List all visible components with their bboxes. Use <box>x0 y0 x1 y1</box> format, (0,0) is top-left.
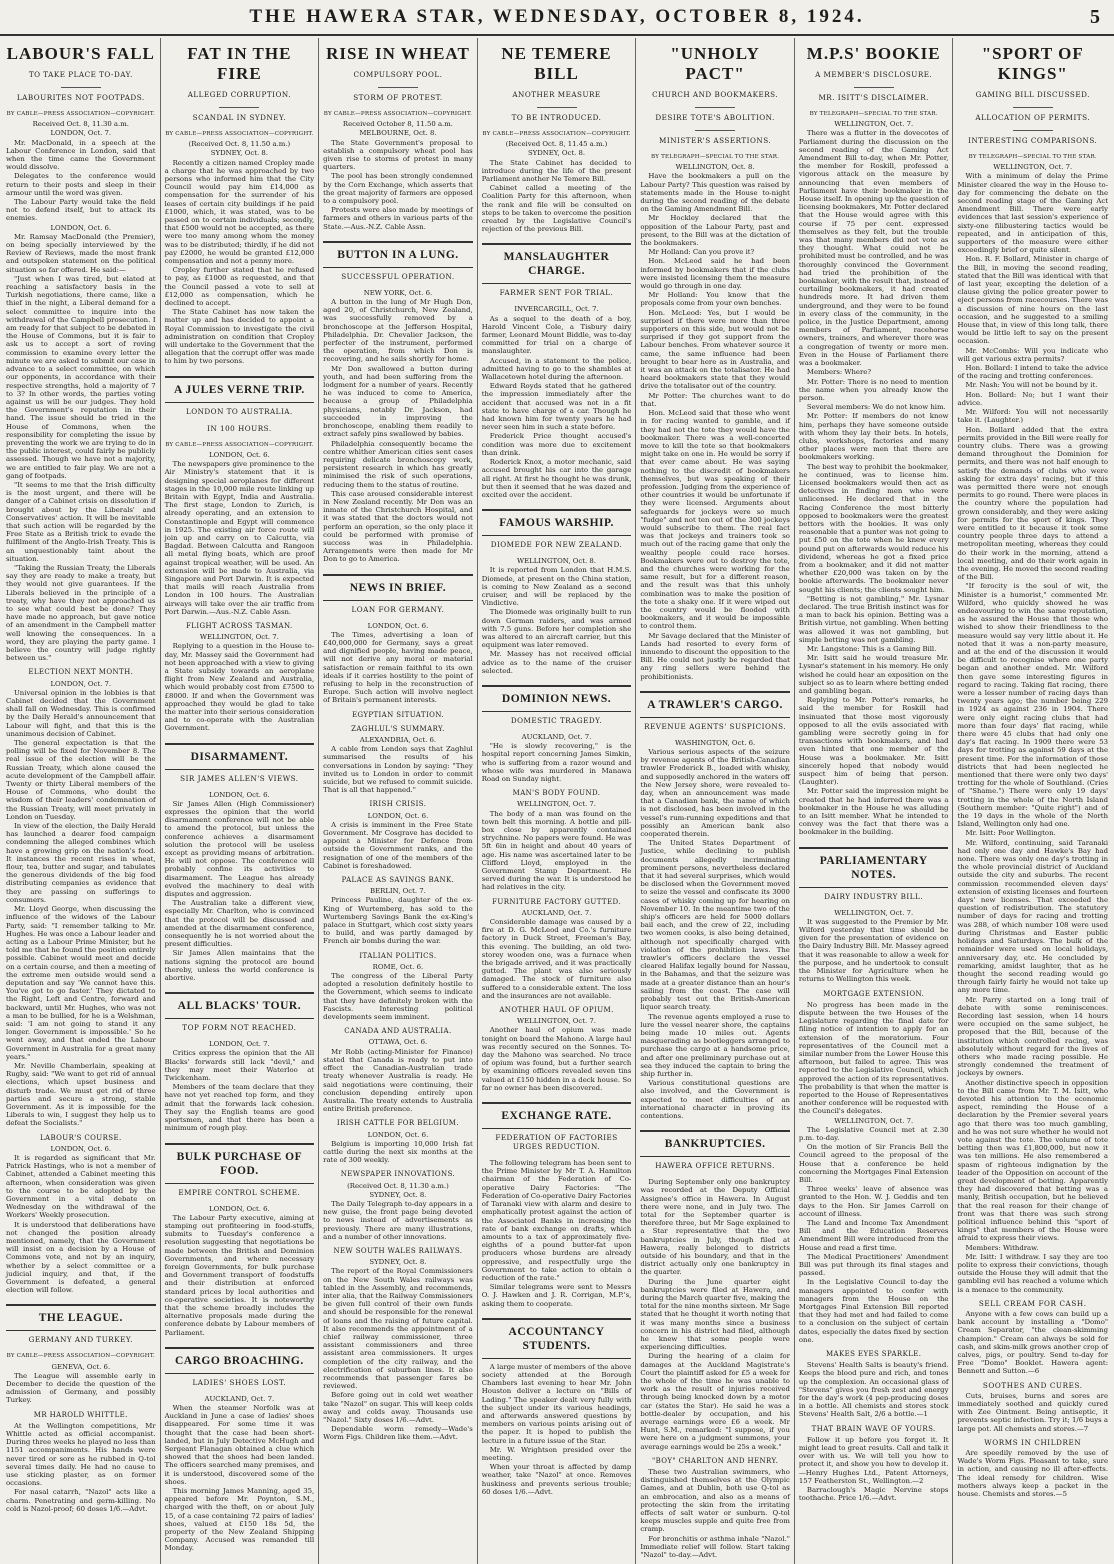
dateline: WELLINGTON, Oct. 7. <box>993 163 1073 172</box>
headline-manslaughter-charge: MANSLAUGHTER CHARGE. <box>503 251 610 278</box>
headline-rise-in-wheat: RISE IN WHEAT <box>326 44 470 63</box>
paragraph: A cable from London says that Zaghlul summarised the results of his conversations in London by saying: "They invited us to London in order to commit suicide, but we refused to commit suicide. That is all that happened." <box>323 745 473 795</box>
paragraph: At the Wellington competitions, Mr Whittle acted as official accompanist. During three weeks he played no less than 1151 accompaniments. His hands were never tired or sore as he rubbed in Q-tol several times daily. He had no cause to use sticking plaster, as on former occasions. <box>6 1421 156 1488</box>
dateline: AUCKLAND, Oct. 7. <box>521 732 592 741</box>
paragraph: Members of the team declare that they have not yet reached top form, and they admit that the forwards lack cohesion. They say the English teams are good sportsmen, and that there has been a minimum of rough play. <box>164 1083 315 1133</box>
boxed-heading <box>165 743 315 770</box>
paragraph: Mr. Potter said the impression might be created that he had inferred there was a bookmaker in the House he was alluding to an Isitt member. What he intended to convey was the fact that there was a bookmaker in the building. <box>798 787 949 837</box>
paragraph: Philadelphia consequently became the centre whither American cities sent cases requiring delicate bronchoscopy work, persistent research in which has greatly minimised the risk of such operations, reducing them to the status of routine. <box>323 439 473 489</box>
headline-news-in-brief: NEWS IN BRIEF. <box>349 581 447 594</box>
paragraph: Mr Don swallowed a button during youth, and had been suffering from the lodgment for a number of years. Recently he was induced to come to America, because a group of Philadelphia physicians, notably Dr. Jackson, had succeeded in improving the bronchoscope, enabling them readily to extract safely pins swallowed by babies. <box>323 364 473 439</box>
paragraph: During September only one bankruptcy was recorded at the Deputy Official Assignee's office in Hawera. In August there were none, and in July two. The total for the September quarter is therefore three, but Mr Sage explained to a Star representative that the two bankruptcies in July, though filed at Hawera, really belonged to districts outside of his boundary, and that in the district actually only one bankruptcy in the quarter. <box>640 1178 790 1277</box>
subhead: STORM OF PROTEST. <box>353 93 443 102</box>
subhead: DAIRY INDUSTRY BILL. <box>824 891 924 901</box>
dateline: NEW YORK, Oct. 6. <box>363 288 433 297</box>
headline-button-in-a-lung: BUTTON IN A LUNG. <box>337 248 459 261</box>
subhead: SUCCESSFUL OPERATION. <box>341 271 455 281</box>
paragraph: Hon. R. F. Bollard, Minister in charge of the Bill, in moving the second reading, stated that the Bill was identical with that of last year, excepting the deletion of a clause giving the police greater power to eject persons from racecourses. There was a discussion of nine hours on the last occasion, and he suggested to a smiling House that, in view of this long talk, there would be little left to say on the present occasion. <box>957 255 1109 346</box>
paragraph: When your throat is affected by damp weather, take "Nazol" at once. Removes huskiness and prevents serious trouble; 60 doses 1/6.—Advt. <box>481 1463 632 1496</box>
paragraph: Hon. Bollard added that the extra permits provided in the Bill were really for country clubs. There was a growing demand throughout the Dominion for permits, and there was not half enough to satisfy the demands of clubs who were asking for extra days' racing, but if this was permitted there were not enough permits to go round. There were places in the country where the population had grown considerably, and they were asking for permits for the sport of kings. They were entitled to it because it took some country people three days to attend a metropolitan meeting, whereas they could do their work in the morning, attend a local meeting, and do their work again in the evening. He moved the second reading of the Bill. <box>957 425 1109 582</box>
paragraph: In view of the election, the Daily Herald has launched a dearer food campaign condemning the alleged combines which have a growing grip on the nation's food. It instances the recent rises in wheat, flour, tea, butter and sugar, and tabulates the generous dividends of the big food distributing companies as evidence that they are passing on sufferings to consumers. <box>6 822 156 904</box>
subhead: COMPULSORY POOL. <box>353 70 443 79</box>
subhead: DESIRE TOTE'S ABOLITION. <box>655 113 775 122</box>
paragraph: Cabinet called a meeting of the Coalition Party for this afternoon, when the rank and file will be consulted on steps to be taken to overcome the position created by the Legislative Council's rejection of the previous Bill. <box>481 184 632 234</box>
section-heading: IRISH CATTLE FOR BELGIUM. <box>336 1119 459 1128</box>
paragraph: Mr. Langstone: This is a Gaming Bill. <box>806 645 937 653</box>
paragraph: It is regarded as significant that Mr. Patrick Hastings, who is not a member of Cabinet, attended a Cabinet meeting this afternoon, when consideration was given to the course to be adopted by the Government in a vital debate on Wednesday on the withdrawal of the Workers' Weekly prosecution. <box>6 1153 156 1220</box>
headline-parliamentary-notes: PARLIAMENTARY NOTES. <box>819 854 928 881</box>
boxed-heading <box>482 509 632 536</box>
paragraph: On the motion of Sir Francis Bell the Council agreed to the proposal of the House that a conference be held concerning the Mortgages Final Extension Bill. <box>798 1143 949 1184</box>
section-heading: PALACE AS SAVINGS BANK. <box>341 876 455 885</box>
headline-ne-temere-bill: NE TEMERE BILL <box>501 44 612 83</box>
dateline: AUCKLAND, Oct. 7. <box>204 1394 275 1403</box>
paragraph: Mr. Ramsay MacDonald (the Premier), on being specially interviewed by the Review of Reviews, made the most frank and outspoken statement on the political situation so far offered. He said:— <box>6 232 156 274</box>
paragraph: Replying to Mr. Potter's remarks, he said the member for Roskill had insinuated that those most vigorously opposed to all the evils associated with gambling were secretly going in for transactions with bookmakers, and had even hinted that one member of the House was a bookmaker. Mr. Isitt sincerely hoped that nobody would suspect him of being that person. (Laughter). <box>798 696 949 787</box>
subhead: IN 100 HOURS. <box>207 423 272 433</box>
paragraph: During the June quarter eight bankruptcies were filed at Hawera, and during the March quarter five, making the total for the nine months sixteen. Mr Sage stated that he thought it worth noting that it was many months since a business concern in his district had filed, although he knew that some people were experiencing difficulties. <box>640 1277 790 1352</box>
boxed-heading <box>482 1318 632 1359</box>
paragraph: Hon. McLeod said that those who went in for racing wanted to gamble, and if they had not the tote they would have the bookmaker. There was a well-concerted move to kill the tote so that bookmakers might take on one in. He would be sorry if that ever came about. He was saying nothing to the discredit of bookmakers themselves, but was speaking of their profession. Judging from the experience of other countries it would be unfortunate if they were licensed. Arguments about safeguards for jockeys were so much "fudge" and not ten out of the 300 jockeys would subscribe to them. The real fact was that jockeys and trainers took so much out of the racing game that only the wealthy people could race horses. Bookmakers were out to destroy the tote, and the churches were working for the same result, but for a different reason, and the result was that this unholy combination was to make the position of the tote a shaky one. If it were wiped out the country would be flooded with bookmakers, and it would be impossible to control them. <box>640 409 790 631</box>
dateline: LONDON, Oct. 7. <box>50 129 112 138</box>
section-heading: MORTGAGE EXTENSION. <box>823 989 925 998</box>
section-heading: EGYPTIAN SITUATION. <box>351 710 444 719</box>
paragraph: Various serious aspects of the seizure by revenue agents of the British-Canadian trawler Frederick B., loaded with whisky, and supposedly anchored in the waters off the New Jersey shore, were revealed to-day, when an announcement was made that a Canadian bank, the name of which is not disclosed, has been involved in the vessel's rum-running expeditions and that possibly an American bank also cooperated therein. <box>640 748 790 839</box>
paragraph: "Betting is not gambling," Mr. Lysnar declared. The true British instinct was for a man to back his opinion. Betting was a British virtue, not gambling. When betting was allowed it was not gambling, but simple betting was not gambling. <box>798 594 949 644</box>
received-line: (Received Oct. 8, 11.50 a.m.) <box>188 140 291 149</box>
dateline: ROME, Oct. 6. <box>372 962 424 971</box>
paragraph: The State Cabinet has decided to introduce during the life of the present Parliament another Ne Temere Bill. <box>481 158 632 184</box>
subhead: SIR JAMES ALLEN'S VIEWS. <box>180 773 299 783</box>
paragraph: Mr Holland: You know that the proposals come from your own benches. <box>640 291 790 308</box>
paragraph: Belgium is importing 10,000 Irish fat cattle during the next six months at the rate of 300 weekly. <box>323 1139 473 1165</box>
subhead: FEDERATION OF FACTORIES URGES REDUCTION. <box>495 1133 618 1152</box>
credit-line: BY TELEGRAPH—SPECIAL TO THE STAR. <box>968 154 1097 160</box>
paragraph: The congress of the Liberal Party adopted a resolution definitely hostile to the Government, which seems to indicate that they have definitely broken with the Fascists. Interesting political developments seem imminent. <box>323 972 473 1022</box>
section-heading: MAKES EYES SPARKLE. <box>825 1350 922 1359</box>
paragraph: The body of a man was found on the town belt this morning. A bottle and pill-box close by apparently contained strychnine. No papers were found. He was 5ft 6in in height and about 40 years of age. His name was ascertained later to be Clifford Lloyd, employed in the Government Stamp Department. He served during the war. It is understood he had relatives in the city. <box>481 809 632 892</box>
paragraph: Three weeks' leave of absence was granted to the Hon. W. J. Geddis and ten days to the Hon. Sir James Carroll on account of illness. <box>798 1185 949 1218</box>
paragraph: Sir James Allen maintains that the nations signing the protocol are bound thereby, unless the world conference is abortive. <box>164 949 315 983</box>
section-heading: MAN'S BODY FOUND. <box>512 789 601 798</box>
credit-line: BY CABLE—PRESS ASSOCIATION—COPYRIGHT. <box>6 1353 155 1360</box>
subhead: DOMESTIC TRAGEDY. <box>510 715 603 725</box>
masthead <box>0 0 1114 36</box>
subhead: TOP FORM NOT REACHED. <box>182 1023 297 1033</box>
paragraph: The report of the Royal Commissioners on the New South Wales railways was tabled in the Assembly, and recommends, inter alia, that the Railway Commissioners be given full control of their own funds and should be responsible for the renewal of loans and the raising of future capital. It also recommends the appointment of a chief railway commissioner, three assistant commissioners and three assistant area commissioners. It urges completion of the city railway, and the electrification of suburban lines. It also recommends that passenger fares be reviewed. <box>323 1267 473 1391</box>
paragraph: It was suggested to the Premier by Mr. Wilford yesterday that time should be given for the presentation of evidence on the Dairy Industry Bill. Mr. Massey agreed that it was reasonable to allow a week for the purpose, and he undertook to consult the Minister for Agriculture when he returns to Wellington this week. <box>798 917 949 984</box>
headline-bulk-purchase: BULK PURCHASE OF FOOD. <box>176 1150 303 1177</box>
paragraph: "He is slowly recovering," is the hospital report concerning James Simkin, who is suffering from a razor wound and whose wife was murdered in Manawa Road on Sunday night. <box>481 742 632 783</box>
boxed-heading <box>165 992 315 1019</box>
ad-title: SELL CREAM FOR CASH. <box>978 1298 1087 1308</box>
paragraph: For bronchitis or asthma inhale "Nazol." Immediate relief will follow. Start taking "Nazol" to-day.—Advt. <box>640 1534 790 1560</box>
subhead: LONDON TO AUSTRALIA. <box>185 406 293 416</box>
dateline: INVERCARGILL, Oct. 7. <box>514 305 599 314</box>
paragraph: Delegates to the conference would return to their posts and sleep in their armour until the word was given. <box>6 172 156 197</box>
paragraph: Mr. Massey has not received official advice as to the name of the cruiser selected. <box>481 650 632 675</box>
section-heading: IRISH CRISIS. <box>369 800 427 809</box>
divider <box>537 107 577 108</box>
paragraph: Mr Hockley declared that the opposition of the Labour Party, past and present, to the Bill was at the dictation of the bookmakers. <box>640 214 790 248</box>
paragraph: Critics express the opinion that the All Blacks' forwards still lack "devil," and they may meet their Waterloo at Twickenham. <box>164 1049 315 1083</box>
dateline: LONDON, Oct. 6. <box>50 1144 112 1153</box>
boxed-heading <box>165 376 315 403</box>
divider <box>61 87 101 88</box>
advertisement <box>957 1439 1108 1498</box>
paragraph: Mr. Wilford, continuing, said Taranaki had only one day and Hawke's Bay had none. There was only one day's trotting in the whole provincial district of Auckland outside the city and suburbs. The recent commission recommended eleven days' extension of existing licenses and fourteen days' new licenses. That exceeded the question of redistribution. The statutory number of days for racing and trotting was 288, of which number 108 were used during Christmas and Easter public holidays and Saturdays. The bulk of the remainder were used on local holidays, anniversary day, etc. He concluded by remarking, amidst laughter, that as he thought the second reading would go through fairly fairly he would not take up any more time. <box>957 838 1109 995</box>
section-heading: THAT BRAIN WAVE OF YOURS. <box>811 1424 936 1433</box>
paragraph: Replying to a question in the House to-day, Mr. Massey said the Government had not been approached with a view to giving a State subsidy towards an aeroplane flight from New Zealand and Australia, which would probably cost from £7500 to £8000. If and when the Government was approached they would be glad to take the matter into their serious consideration and to co-operate with the Australian Government. <box>164 642 315 733</box>
ad-title: WORMS IN CHILDREN <box>984 1437 1082 1447</box>
dateline: LONDON, Oct. 6. <box>209 450 270 459</box>
column-3 <box>319 38 478 1564</box>
credit-line: BY CABLE—PRESS ASSOCIATION—COPYRIGHT. <box>6 111 155 117</box>
paragraph: Mr. Neville Chamberlain, speaking at Rugby, said: "We want to get rid of annual elections, which upset business and disturb trade. We must get rid of three parties and secure a strong, stable Government. As it is impossible for the Liberals to win, I suggest they help us to defeat the Socialists." <box>6 1061 156 1128</box>
paragraph: Hon. McLeod said he had been informed by bookmakers that if the clubs were insisted licensing them the measure would go through in one day. <box>640 257 790 291</box>
paragraph: Several members: We do not know him. <box>806 403 946 412</box>
paragraph: Mr Robb (acting-Minister for Finance) stated that Canada is ready to put into effect the Canadian-Australian trade treaty whenever Australia is ready. He said negotiations were continuing, their conclusion depending entirely upon Australia. The treaty extends to Australia entire British preference. <box>323 1047 473 1114</box>
headline-accountancy-students: ACCOUNTANCY STUDENTS. <box>508 1325 605 1352</box>
paragraph: Mr Holland: Can you prove it? <box>648 248 755 257</box>
dateline: LONDON, Oct. 6. <box>367 811 429 820</box>
paragraph: Mr. Isitt said he would treasure Mr. Lysnar's statement in his memory. He only wished he could hear an exposition on the subject so as to learn where betting ended and gambling began. <box>798 654 949 696</box>
section-heading: NEWSPAPER INNOVATIONS. <box>340 1170 456 1179</box>
subhead: ALLOCATION OF PERMITS. <box>975 113 1091 122</box>
paragraph: Mr. W. Wrightson presided over the meeting. <box>481 1445 632 1462</box>
paragraph: Hon. Bollard: No; but I want their advice. <box>957 390 1109 407</box>
section-heading: FLIGHT ACROSS TASMAN. <box>186 621 293 630</box>
headline-disarmament: DISARMAMENT. <box>190 750 289 763</box>
paragraph: Mr. Parry started on a long trail of debate with some reminiscences. Recording last session, when 14 hours were occupied on the same subject, he proposed that the Bill, because of the institution which controlled racing, was absolutely without regard for the lives of others who made racing possible. He strongly condemned the treatment of jockeys by owners. <box>957 995 1109 1078</box>
paragraph: Mr. Potter: If members do not know him, perhaps they have someone outside with whom they lay their bets. In hotels, clubs, workshops, factories and many other places were men that there are bookmakers working. <box>798 412 949 462</box>
section-heading: ZAGHLUL'S SUMMARY. <box>351 724 445 733</box>
paragraph: A crisis is imminent in the Free State Government. Mr Cosgrave has decided to appoint a Minister for Defence from outside the Government ranks, and the resignation of one of the members of the Cabinet is foreshadowed. <box>323 820 473 870</box>
paragraph: No progress has been made in the dispute between the two Houses of the Legislature regarding the final date for filing notice of intention to apply for an extension of the moratorium. Four representatives of the Council met a similar number from the Lower House this afternoon, but failed to agree. This was reported to the Legislative Council, which approved the action of its representatives. The probability is that when the matter is reported to the House of Representatives another conference will be requested with the Council's delegates. <box>798 1000 949 1116</box>
subhead: LABOURITES NOT FOOTPADS. <box>16 93 145 102</box>
boxed-heading <box>640 691 790 718</box>
headline-dominion-news: DOMINION NEWS. <box>501 692 612 705</box>
subhead: EMPIRE CONTROL SCHEME. <box>178 1187 301 1197</box>
dateline: LONDON, Oct. 7. <box>50 679 112 688</box>
headline-unholy-pact: "UNHOLY PACT" <box>670 44 760 83</box>
paragraph: Follow it up before you forget it. It might lead to great results. Call and talk it over with us. We will tell you how to protect it, and show you how to develop it.—Henry Hughes Ltd., Patent Attorneys, 157 Featherston St., Wellington.—2 <box>798 1435 949 1485</box>
paragraph: The Labour Party executive, aiming at stamping out profiteering in food-stuffs, submits to Tuesday's conference a resolution suggesting that negotiations be made between the British and Dominion Governments, and where necessary foreign Governments, for bulk purchase and Government transport of foodstuffs and their distribution at enforced standard prices by local authorities and co-operative societies. It is noteworthy that the scheme broadly includes the alternative proposals made during the conference debate by Labour members of Parliament. <box>164 1213 315 1337</box>
columns <box>0 36 1114 1564</box>
paragraph: Edward Royds stated that he gathered the impression immediately after the accident that accused was not in a fit state to have charge of a car. Though he had known him for twenty years he had never seen him in such a state before. <box>481 382 632 432</box>
boxed-heading <box>640 1130 790 1157</box>
paragraph: "Just when I was tired, but elated at reaching a satisfactory basis in the Turkish negotiations, there came, like a thief in the night, a Liberal demand for a select committee to inquire into the withdrawal of the Campbell prosecution. I am ready for that subject to be debated in the House of Commons, but it is fair to ask us to accept a sort of roving commission to examine every letter the minute we are asked to submit our case in advance to a select committee, on which our opponents, in accordance with their respective strengths, hold a majority of 7 to 3? In other words, the parties voting against us will be our judges. They hold the Government's reputation in their hand. The issue should be tried in the House of Commons, when the responsibility for completing the issue by preventing the work we are trying to do in the public interest, could fairly be publicly assessed. Though we have not a majority, we are entitled to fair play. We are not a gang of footpads. <box>6 274 156 480</box>
ad-body: Cuts, bruises, burns and sores are immediately soothed and quickly cured with Zee Ointment. Being antiseptic, it prevents septic infection. Try it; 1/6 buys a large pot. All chemists and stores.—7 <box>957 1391 1109 1433</box>
paragraph: Mr. MacDonald, in a speech at the Labour Conference in London, said that when the time came the Government would dissolve. <box>6 138 156 172</box>
paragraph: Protests were also made by meetings of farmers and others in various parts of the State.—Aus.-N.Z. Cable Assn. <box>323 206 473 231</box>
dateline: SYDNEY, Oct. 8. <box>369 1258 427 1267</box>
paragraph: The Times, advertising a loan of £40,000,000 for Germany, says a great and dignified people, having made peace, will not derive any moral or material satisfaction or remain faithful to its own ideals if it carries hostility to the point of refusing to help in the reconstruction of Europe. Such action will involve neglect of Britain's permanent interests. <box>323 630 473 705</box>
paragraph: Recently a citizen named Cropley made a charge that he was approached by two persons who informed him that the City Council would pay him £14,000 as compensation for the surrender of his leases of certain city buildings if he paid £1000, which, it was stated, was to be passed on to certain individuals; secondly, that £500 would not be accepted, as there were too many among whom the money was to be distributed; thirdly, if he did not pay £2000, he would be granted £12,000 compensation and not a penny more. <box>164 158 315 266</box>
boxed-heading <box>323 574 473 601</box>
dateline: LONDON, Oct. 6. <box>50 223 112 232</box>
boxed-heading <box>482 685 632 712</box>
subhead: LOAN FOR GERMANY. <box>351 604 445 614</box>
credit-line: BY CABLE—PRESS ASSOCIATION—COPYRIGHT. <box>165 131 314 137</box>
paragraph: With a minimum of delay the Prime Minister cleared the way in the House to-day for commencing the debate on the second reading stage of the Gaming Act Amendment Bill. There were early evidences that last session's experience of sixty-one filibustering tactics would be repeated, and in anticipation of this, supporters of the measure were either exceedingly brief or quite silent. <box>957 172 1109 255</box>
paragraph: It is reported from London that H.M.S. Diomede, at present on the China station, is coming to New Zealand as a second cruiser, and will be replaced by the Vindictive. <box>481 566 632 608</box>
credit-line: BY CABLE—PRESS ASSOCIATION—COPYRIGHT. <box>482 131 631 137</box>
paragraph: Similar telegrams were sent to Messrs O. J. Hawken and J. R. Corrigan, M.P.'s, asking them to cooperate. <box>481 1283 632 1308</box>
paragraph: Mr. Nash: You will not be bound by it. <box>965 381 1098 390</box>
paragraph: "If ferocity is the soul of wit, the Minister is a humorist," commented Mr. Wilford, who quickly showed he was endeavouring to win the same reputation, as he assured the House that those who wished to show their friendliness to the measure would say very little about it. He noted that it was a non-party measure, and at the end of the discussion it would be difficult to recognise where one party began and another ended. Mr. Wilford then gave some interesting figures in regard to racing. Taking flat racing, there were a lesser number of racing days than twenty years ago; the number being 229 in 1924 as against 236 in 1904. There were only eight racing clubs that had more than four days' flat racing, while there were 45 clubs that had only one day's flat racing. In 1909 there were 53 days for trotting as against 59 days at the present time. For the information of those districts that had been neglected he mentioned that there were only two days' trotting for the whole of Southland. (Cries of "Shame.") There were only 19 days' trotting in the whole of the North Island (Southern member: "Quite right") and of the 19 days in the whole of the North Island, Wellington only had one. <box>957 582 1109 829</box>
page-number: 5 <box>1090 6 1100 28</box>
divider <box>219 107 259 108</box>
credit-line: BY CABLE—PRESS ASSOCIATION—COPYRIGHT. <box>323 111 473 117</box>
paragraph: The Medical Practitioners' Amendment Bill was put through its final stages and passed. <box>798 1252 949 1278</box>
paragraph: Cropley further stated that he refused to pay, as £1000 as requested, and that the Council passed a vote to sell at £12,000 as compensation, which he declined to accept. <box>164 266 315 308</box>
paragraph: Mr. Wilford: You will not necessarily take it. (Laughter.) <box>957 408 1109 425</box>
column-2 <box>161 38 320 1564</box>
headline-jules-verne-trip: A JULES VERNE TRIP. <box>174 383 305 396</box>
paragraph: Mr. Isitt: Poor Wellington. <box>965 829 1056 838</box>
section-heading: NEW SOUTH WALES RAILWAYS. <box>333 1246 463 1255</box>
paragraph: During the hearing of a claim for damages at the Auckland Magistrate's Court the plaintiff asked for £5 a week for the whole of the time he was unable to work as the result of injuries received through being knocked down by a motor car (states the Star). He said he was a bottle-dealer by occupation, and his average earnings were £6 a week. Mr Hunt, S.M., remarked: "I suppose, if you were here on a judgment summons, your average earnings would be 25s a week." <box>640 1352 790 1451</box>
paragraph: Another distinctive speech in opposition to the Bill came from Mr. T. M. Isitt, who devoted his attention to the economic aspect, reminding the House of a declaration by the Premier several years ago that there was too much gambling, and he was not sure whether he would not vote against the tote. The volume of tote betting then was £1,800,000, but now it was ten millions. He also remembered a spasm of righteous indignation by the leader of the Opposition on account of the great development of betting. Apparently they had discovered that betting was a manly, British occupation, but he believed that the real reason for their change of front was that there was such strong political influence behind this "sport of kings" that members of the House were afraid to express their views. <box>957 1078 1109 1243</box>
divider <box>1013 107 1053 108</box>
paragraph: Various constitutional questions are also involved, and the Government is expected to meet difficulties of an international character in proving its contentions. <box>640 1079 790 1120</box>
dateline: LONDON, Oct. 6. <box>209 790 270 799</box>
ad-title: SOOTHES AND CURES. <box>982 1380 1083 1390</box>
dateline: LONDON, Oct. 6. <box>209 1204 270 1213</box>
paragraph: The Australian take a different view, especially Mr. Charlton, who is convinced that the protocol will be discussed and amended at the disarmament conference, consequently he is not worried about the present difficulties. <box>164 899 315 949</box>
headline-exchange-rate: EXCHANGE RATE. <box>501 1110 612 1123</box>
paragraph: Universal opinion in the lobbies is that Cabinet decided that the Government shall fall on Wednesday. This is confirmed by the Daily Herald's announcement that Labour will fight, and that this is the unanimous decision of Cabinet. <box>6 688 156 738</box>
paragraph: As a sequel to the death of a boy, Harold Vincent Cole, a Tisbury dairy farmer, Leonard Mount Biddle, was to-day committed for trial on a charge of manslaughter. <box>481 314 632 356</box>
boxed-heading <box>799 847 949 888</box>
subhead: CHURCH AND BOOKMAKERS. <box>652 90 779 99</box>
column-4 <box>478 38 637 1564</box>
headline-famous-warship: FAMOUS WARSHIP. <box>499 517 614 530</box>
paragraph: The Legislative Council met at 2.30 p.m. to-day. <box>798 1125 949 1142</box>
paragraph: This case aroused considerable interest in New Zealand recently. Mr Don was an inmate of the Christchurch Hospital, and it was stated that the doctors would not perform an operation, so the only place it could be performed with promise of success was in Philadelphia. Arrangements were then made for Mr Don to go to America. <box>323 489 473 564</box>
section-heading: ELECTION NEXT MONTH. <box>28 668 134 677</box>
dateline: BERLIN, Oct. 7. <box>370 887 426 896</box>
headline-all-blacks-tour: ALL BLACKS' TOUR. <box>177 1000 302 1013</box>
paragraph: The following telegram has been sent to the Prime Minister by Mr T. A. Hamilton chairman of the Federation of Co-operative Dairy Factories: "The Federation of Co-operative Dairy Factories of Taranaki view with alarm and desire to emphatically protest against the action of the Associated Banks in increasing the rate of bank exchange on drafts, which amounts to a tax of approximately five-eighths of a pound butter-fat upon producers whose burdens are already oppressive, and respectfully urge the Government to take action to obtain a reduction of the rate." <box>481 1159 632 1282</box>
paragraph: For nasal catarrh, "Nazol" acts like a charm. Penetrating and germ-killing. No cold is Nazol-proof; 60 doses 1/6.—Advt. <box>6 1488 156 1513</box>
paragraph: A large muster of members of the above society attended at the Borough Chambers last evening to hear Mr. John Houston deliver a lecture on "Bills of Lading." The speaker dealt very fully with the subject under its various headings, and afterwards answered questions by members on various points arising out of the paper. It is hoped to publish the lecture in a future issue of the Star. <box>481 1362 632 1445</box>
section-heading: CANADA AND AUSTRALIA. <box>344 1027 452 1036</box>
subhead: GERMANY AND TURKEY. <box>28 1335 133 1345</box>
credit-line: BY TELEGRAPH—SPECIAL TO THE STAR. <box>809 111 938 117</box>
masthead-title: THE HAWERA STAR, WEDNESDAY, OCTOBER 8, 1924. <box>249 6 865 27</box>
section-heading: ITALIAN POLITICS. <box>359 951 437 960</box>
paragraph: When the steamer Norfolk was at Auckland in June a case of ladies' shoes disappeared. For some time it was thought that the case had been short-landed, but in July Detective McHugh and Sergeant Flanagan obtained a clue which showed that the shoes had been landed. The officers searched many premises, and it is understood, discovered some of the shoes. <box>164 1403 315 1486</box>
paragraph: Mr. Isitt: I withdraw. I say they are too polite to express their convictions, though outside the House they will admit that the gambling evil has reached a volume which is a menace to the community. <box>957 1252 1109 1294</box>
dateline: SYDNEY, Oct. 8. <box>210 149 268 158</box>
paragraph: "It seems to me that the Irish difficulty is the most urgent, and there will be danger of a Cabinet crisis on dissolution if brought about by the Liberals' and Conservatives' action. It will be inevitable that such action will be regarded by the Free State as a British trick to evade the fulfilment of the Anglo-Irish Treaty. This is an unquestionably taint about the situation. <box>6 480 156 563</box>
credit-line: BY CABLE—PRESS ASSOCIATION—COPYRIGHT. <box>165 441 314 448</box>
dateline: WELLINGTON, Oct. 7. <box>517 1017 596 1026</box>
paragraph: It is understood that deliberations have not changed the position already mentioned, namely, that the Government will insist on a decision by a House of Commons vote, and not by an inquiry, whether by a select committee or a judicial inquiry, and that, if the Government is defeated, a general election will follow. <box>6 1220 156 1295</box>
section-heading: FURNITURE FACTORY GUTTED. <box>492 897 621 906</box>
divider <box>695 130 735 131</box>
paragraph: This morning James Manning, aged 35, appeared before Mr. Poynton, S.M., charged with the theft, on or about July 15, of a case containing 72 pairs of ladies' shoes, valued at £150 18s 5d, the property of the New Zealand Shipping Company. Accused was remanded till Monday. <box>164 1486 315 1553</box>
subhead: DIOMEDE FOR NEW ZEALAND. <box>490 540 623 550</box>
dateline: WELLINGTON, Oct. 7. <box>199 633 279 642</box>
subhead: TO BE INTRODUCED. <box>511 113 602 122</box>
paragraph: There was a flutter in the dovecotes of Parliament during the discussion on the second reading of the Gaming Act Amendment Bill to-day, when Mr. Potter, the member for Roskill, professed a vigorous attack on the measure by announcing that even members of Parliament have their bookmaker in the House itself. In opening up the question of licensing bookmakers, Mr. Potter declared that the House would agree with this course if 75 per cent. expressed themselves as they felt, but the trouble was that many members did not vote as they thought. What could not be prohibited must be controlled, and he was thoroughly convinced the Government had tried the prohibition of the bookmaker, with the result that, instead of curtailing bookmakers, it had created hundreds more. It had driven them underground, and they were to be found in every class of the community, in the police, in the Justice Department, among members of Parliament, racehorse owners, trainers, and wherever there was a congregation of twenty or more men. Even in the House of Parliament there was a bookmaker. <box>798 129 949 368</box>
dateline: WELLINGTON, Oct. 8. <box>517 557 596 566</box>
dateline: WASHINGTON, Oct. 6. <box>675 738 756 747</box>
subhead: MINISTER'S ASSERTIONS. <box>659 136 772 145</box>
paragraph: Hon. McLeod: Yes, but I would be surprised if there were more than three supporters on this side, but would not be surprised if they got support from the Labour benches. From whatever source it came, the same influence had been brought to bear here as in Australia, and it was an attack on the totalisator. He had heard bookmakers state that they would drive the totalisator out of the country. <box>640 308 790 391</box>
section-heading: MR HAROLD WHITTLE. <box>33 1410 128 1419</box>
subhead: MR. ISITT'S DISCLAIMER. <box>818 93 929 102</box>
subhead: ANOTHER MEASURE <box>512 90 601 99</box>
headline-fat-in-the-fire: FAT IN THE FIRE <box>187 44 292 83</box>
paragraph: The revenue agents employed a ruse to lure the vessel nearer shore, the captains being made 10 miles out. Agents masquerading as bootleggers arranged to purchase the cargo at a handsome price, and after one preliminary purchase out at sea they induced the captain to bring the ship further in. <box>640 1012 790 1078</box>
headline-sport-of-kings: "SPORT OF KINGS" <box>981 44 1084 83</box>
dateline: SYDNEY, Oct. 8. <box>369 1190 427 1199</box>
paragraph: Roderick Knox, a motor mechanic, said accused brought his car into the garage all right. At first he thought he was drunk, but then it seemed that he was dazed and excited over the accident. <box>481 458 632 499</box>
paragraph: Hon. Bollard: I intend to take the advice of the racing and trotting conferences. <box>957 364 1109 381</box>
dateline: WELLINGTON, Oct. 7. <box>517 800 596 809</box>
advertisement <box>957 1382 1108 1433</box>
paragraph: The Daily Telegraph to-day appears in a new guise, the front page being devoted to news instead of advertisements as previously. There are many illustrations, and a number of other innovations. <box>323 1199 473 1241</box>
paragraph: The State Cabinet has now taken the matter up and has decided to appoint a Royal Commission to investigate the civil administration on condition that Cropley will undertake to the Government that the allegation that the corrupt offer was made to him by two persons. <box>164 308 315 366</box>
boxed-heading <box>482 1102 632 1129</box>
received-line: (Received Oct. 8, 11.45 a.m.) <box>505 140 608 149</box>
paragraph: The League will assemble early in December to decide the question of the admission of Germany, and possibly Turkey. <box>6 1371 156 1405</box>
paragraph: Sir James Allen (High Commissioner) expresses the opinion that the world disarmament conference will not be able to amend the protocol, but unless the conference achieves a disarmament solution the protocol will be useless except as providing means of arbitration. He will not oppose. The conference will probably confine its activities to disarmament. The League has already evolved the machinery to deal with disputes and aggression. <box>164 799 315 899</box>
divider <box>378 87 418 88</box>
divider <box>1013 130 1053 131</box>
headline-mps-bookie: M.P.S' BOOKIE <box>806 44 941 63</box>
paragraph: The United States Department of Justice, while declining to publish documents allegedly incriminating prominent persons, nevertheless declared that it had several surprises, which would be disclosed when the Government moved to seize the vessel and confiscate its 3000 cases of whisky coming up for hearing on November 10. In the meantime two of the ship's officers are held for 5000 dollars bail each, and the crew of 22, including two women cooks, is also being detained, although not specifically charged with violation of the prohibition laws. The trawler's officers declare the vessel cleared Halifax legally bound for Nassau, in the Bahamas, and that the seizure was made at a greater distance than an hour's sailing from the coast. The case will probably test out the British-American liquor search treaty. <box>640 839 790 1012</box>
dateline: LONDON, Oct. 6. <box>367 621 429 630</box>
advertisement <box>957 1300 1108 1376</box>
paragraph: Mr. Lloyd George, when discussing the influence of the widows of the Labour Party, said: "I remember talking to Mr. Hughes. He was once a Labour leader and acting as a Labour Prime Minister, but he told me that he found the position entirely possible. Cabinet would meet and decide on a certain course, and then a meeting of the extreme men outside would send a deputation and say 'We cannot have this. You've got to go faster.' They dictated to the Right, Left and Centre, forward and backward, until Mr. Hughes, who was not a man to be bullied, for he is a Welshman, said: 'I am not going to stand it any longer. Government is impossible.' So he went away, and that ended the Labour Government in Australia for a great many years." <box>6 905 156 1061</box>
headline-labours-fall: LABOUR'S FALL <box>6 44 155 63</box>
boxed-heading <box>165 1347 315 1374</box>
paragraph: Before going out in cold wet weather take "Nazol" on sugar. This will keep colds away and colds away. Thousands use "Nazol." Sixty doses 1/6.—Advt. <box>323 1391 473 1425</box>
paragraph: Mr. McCombs: Will you indicate who will get various extra permits? <box>957 346 1109 363</box>
dateline: AUCKLAND, Oct. 7. <box>521 908 592 917</box>
dateline: WELLINGTON, Oct. 7. <box>834 120 914 129</box>
paragraph: A button in the lung of Mr Hugh Don, aged 20, of Christchurch, New Zealand, was successfully removed by a bronchoscope at the Jefferson Hospital, Philadelphia. Dr. Chevalier Jackson, the perfecter of the instrument, performed the operation, from which Don is recovering, and he sails shortly for home. <box>323 298 473 364</box>
divider <box>854 87 894 88</box>
section-heading: "BOY" CHARLTON AND HENRY. <box>651 1456 779 1465</box>
paragraph: Members: Where? <box>806 368 872 377</box>
paragraph: The Land and Income Tax Amendment Bill and the Education Reserves Amendment Bill were introduced from the House and read a first time. <box>798 1218 949 1252</box>
paragraph: Barraclough's Magic Nervine stops toothache. Price 1/6.—Advt. <box>798 1486 949 1503</box>
paragraph: Dependable worm remedy—Wade's Worm Figs. Children like them.—Advt. <box>323 1425 473 1442</box>
column-7 <box>953 38 1112 1564</box>
ad-body: Anyone with a few cows can build up a bank account by installing a "Domo" Cream Separator, "the clean-skimming champion." Cream can always be sold for cash, and skim-milk grows another crop of calves, pigs, or poultry. Send to-day for Free "Domo" Booklet. Hawera agent: Bennett and Sutton.—6 <box>957 1310 1109 1376</box>
paragraph: The pool has been strongly condemned by the Corn Exchange, which asserts that the great majority of farmers are opposed to a compulsory pool. <box>323 172 473 206</box>
paragraph: In the Legislative Council to-day the managers appointed to confer with managers from the House on the Mortgages Final Extension Bill reported that they had met and had failed to come to a conclusion on the subject of certain dates, especially the dates fixed by section one. <box>798 1278 949 1344</box>
paragraph: The newspapers give prominence to the Air Ministry's statement that it is designing special aeroplanes for different stages in the 10,000 mile route linking up Britain with Egypt, India and Australia. The first stage, London to Zurich, is already operating, and an extension to Constantinople and Egypt will commence in 1925. The existing air force route will join up and carry on to Calcutta, via Bagdad. Between Calcutta and Rangoon all metal flying boats, which are proof against tropical weather, will be used. An extension will be made to Australia, via Singapore and Port Darwin. It is expected that mails will reach Australia from London in 100 hours. The Australian airways will take over the air traffic from Port Darwin.—Aus.-N.Z. Cable Assn. <box>164 460 315 616</box>
paragraph: Frederick Price thought accused's condition was more due to excitement than drink. <box>481 432 632 457</box>
dateline: WELLINGTON, Oct. 7. <box>834 908 914 917</box>
subhead: ALLEGED CORRUPTION. <box>187 90 291 99</box>
paragraph: Considerable damage was caused by a fire at D. G. McLeod and Co.'s furniture factory in Duck Street, Freeman's Bay, this evening. The building, an old two-storey wooden one, was a furnace when the brigade arrived, and it was practically gutted. The plant was also seriously damaged. The stock of furniture also suffered to a considerable extent. The loss and the insurances are not available. <box>481 918 632 1000</box>
subhead: SCANDAL IN SYDNEY. <box>192 113 287 122</box>
dateline: WELLINGTON, Oct. 7. <box>834 1116 914 1125</box>
subhead: INTERESTING COMPARISONS. <box>968 136 1098 145</box>
section-heading: ANOTHER HAUL OF OPIUM. <box>499 1006 614 1015</box>
subhead: A MEMBER'S DISCLOSURE. <box>815 70 933 79</box>
paragraph: The Labour Party would take the field not to defend itself, but to attack its enemies. <box>6 198 156 223</box>
paragraph: Mr Potter: The churches want to do that. <box>640 391 790 408</box>
subhead: TO TAKE PLACE TO-DAY. <box>28 70 133 79</box>
paragraph: "Taking the Russian Treaty, the Liberals say they are ready to make a treaty, but they would not give guarantees. If the Liberals believed in the principle of a treaty, why have they not approached us to see what could best be done? They have made no approach, but gave notice of an amendment in the Campbell matter well knowing the consequences. In a word, they are playing the party game. I believe the country will judge rightly between us." <box>6 563 156 663</box>
paragraph: The State Government's proposal to establish a compulsory wheat pool has given rise to storms of protest in many quarters. <box>323 138 473 172</box>
paragraph: These two Australian swimmers, who distinguished themselves at the Olympic Games, and at Dublin, both use Q-tol as an embrocation, and also as a means of protecting the skin from the irritating effects of salt water or sunburn. Q-tol keeps muscles supple and quite free from cramp. <box>640 1468 790 1534</box>
paragraph: The Diomede was originally built to run down German raiders, and was armed with 7.5 guns. Before her completion she was altered to an aircraft carrier, but this equipment was later removed. <box>481 608 632 650</box>
dateline: OTTAWA, Oct. 6. <box>368 1038 428 1047</box>
column-1 <box>2 38 161 1564</box>
paragraph: Princess Pauline, daughter of the ex-King of Wurtemberg, has sold to the Wurtemberg Savings Bank the ex-King's palace in Stuttgart, which cost sixty years to build, and was partly damaged by French air bombs during the war. <box>323 896 473 946</box>
divider <box>695 107 735 108</box>
subhead: REVENUE AGENTS' SUSPICIONS. <box>644 721 787 731</box>
subhead: FARMER SENT FOR TRIAL. <box>499 288 614 298</box>
subhead: GAMING BILL DISCUSSED. <box>975 90 1090 99</box>
column-6 <box>795 38 954 1564</box>
paragraph: Accused, in a statement to the police, admitted having to go to the shambles at Wallacetown hotel during the afternoon. <box>481 356 632 382</box>
dateline: WELLINGTON, Oct. 8. <box>675 163 755 172</box>
dateline: ALEXANDRIA, Oct. 6. <box>359 735 437 744</box>
paragraph: The general expectation is that the polling will be fixed for November 8. The real issue of the election will be the Russian Treaty, which alone caused the acute development of the Campbell affair. Twenty or thirty Liberal members of the House of Commons, who doubt the wisdom of their leaders' condemnation of the Russian Treaty, will meet privately in London on Tuesday. <box>6 739 156 821</box>
subhead: LADIES' SHOES LOST. <box>192 1377 287 1387</box>
paragraph: The best way to prohibit the bookmaker, he continued, was to license him. Licensed bookmakers would then act as detectives in finding men who were unlicensed. He declared that in the Racing Conference the most bitterly opposed to bookmakers were the greatest bettors with the bookies. It was only reasonable that a punter was not going to put £50 on the tote when he knew every pound put on afterwards would reduce his dividend, whereas he got a fixed price from a bookmaker, and it did not matter whether £20,000 was taken on by the bookie afterwards. The bookmaker never sought his clients; the clients sought him. <box>798 462 949 594</box>
headline-the-league: THE LEAGUE. <box>38 1312 123 1325</box>
received-line: (Received Oct. 8, 11.30 a.m.) <box>347 1181 449 1190</box>
dateline: SYDNEY, Oct. 8. <box>527 149 586 158</box>
section-heading: LABOUR'S COURSE. <box>39 1133 122 1142</box>
headline-cargo-broaching: CARGO BROACHING. <box>174 1354 304 1367</box>
boxed-heading <box>482 243 632 284</box>
paragraph: Mr Savage declared that the Minister of Lands had resorted to every form of innuendo to discount the opposition to the Bill. He could not justly be regarded that any ring sellers were behind the prohibitionists. <box>640 631 790 681</box>
boxed-heading <box>6 1304 156 1331</box>
paragraph: Members: Withdraw. <box>965 1243 1039 1252</box>
boxed-heading <box>323 241 473 268</box>
received-line: Received Oct. 8, 11.30 a.m. <box>32 120 129 129</box>
dateline: MELBOURNE, Oct. 8. <box>359 129 437 138</box>
paragraph: Have the bookmakers a pull on the Labour Party? This question was raised by statements made in the House to-night during the second reading of the debate on the Gaming Amendment Bill. <box>640 172 790 214</box>
boxed-heading <box>165 1143 315 1184</box>
dateline: LONDON, Oct. 6. <box>367 1130 429 1139</box>
column-5 <box>636 38 795 1564</box>
headline-trawlers-cargo: A TRAWLER'S CARGO. <box>647 698 783 711</box>
dateline: LONDON, Oct. 7. <box>209 1040 270 1049</box>
paragraph: Another haul of opium was made tonight on board the Mahono. A large haul was recently secured on the Sonnes. To-day the Mahono was searched. No trace of opium was found, but a further search by examining officers revealed seven tins valued at £150 hidden in a deck house. So far no owner has been discovered. <box>481 1026 632 1092</box>
subhead: HAWERA OFFICE RETURNS. <box>655 1161 775 1171</box>
received-line: Received October 8, 11.50 a.m. <box>342 120 453 129</box>
dateline: GENEVA, Oct. 6. <box>51 1362 111 1371</box>
paragraph: Stevens' Health Salts is beauty's friend. Keeps the blood pure and rich, and tones up the complexion. An occasional glass of "Stevens" gives you fresh zest and energy for the day's work (4 pep-producing doses in a bottle. All chemists and stores stock Stevens' Health Salt, 2/6 a bottle.—1 <box>798 1361 949 1419</box>
ad-body: Are speedily removed by the use of Wade's Worm Figs. Pleasant to take, sure in action, and causing no ill after-effects. The ideal remedy for children. Wise mothers always keep a packet in the house. Chemists and stores.—5 <box>957 1449 1109 1499</box>
paragraph: Mr. Potter: There is no need to mention the name when you already know the person. <box>798 377 949 402</box>
credit-line: BY TELEGRAPH—SPECIAL TO THE STAR. <box>650 154 780 160</box>
headline-bankruptcies: BANKRUPTCIES. <box>664 1138 766 1151</box>
